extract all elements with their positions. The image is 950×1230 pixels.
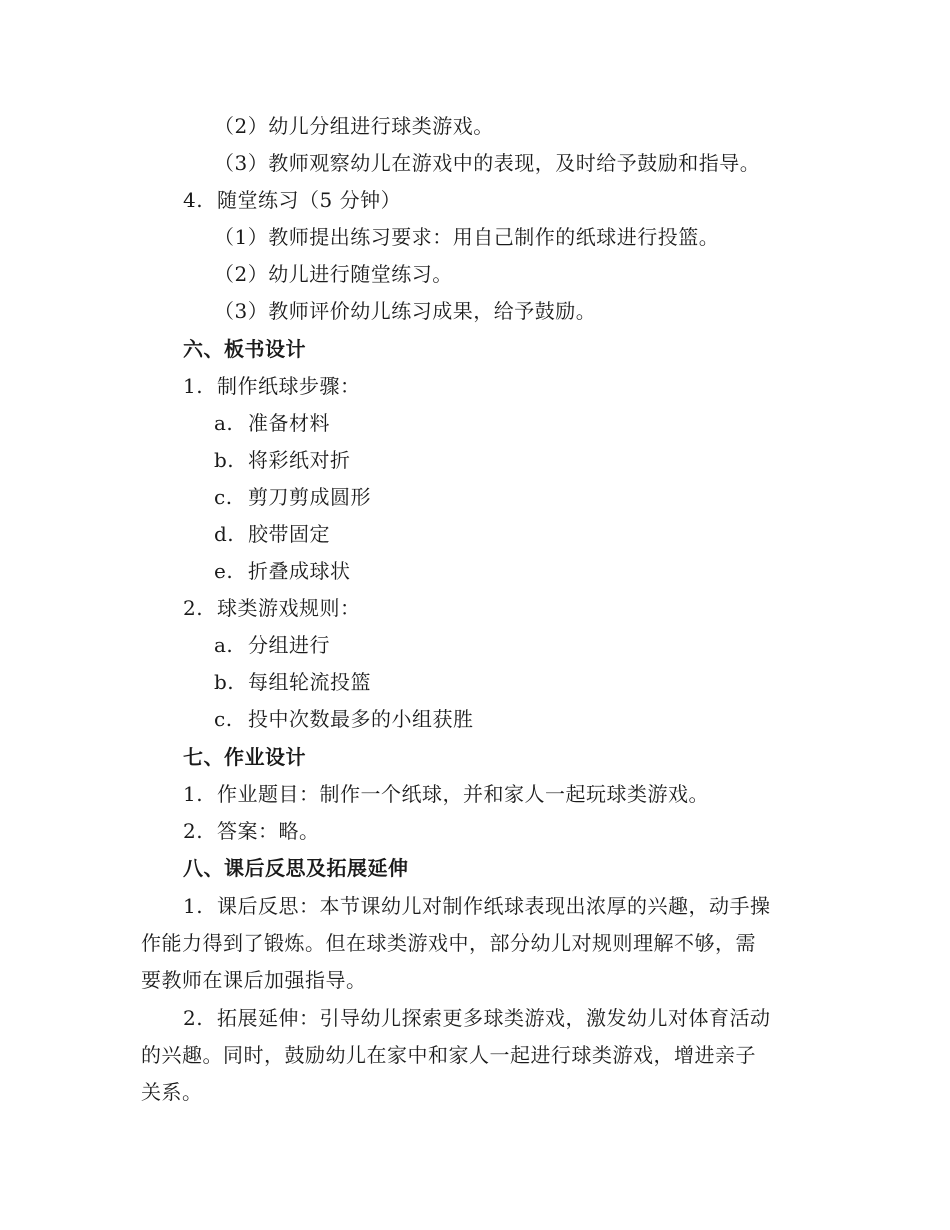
reflection-para-line-3: 要教师在课后加强指导。: [141, 968, 367, 992]
extension-text: 拓展延伸：引导幼儿探索更多球类游戏，激发幼儿对体育活动: [217, 1006, 771, 1030]
list-item-letter: c.: [214, 707, 233, 731]
step4-item-2: （2）幼儿进行随堂练习。: [214, 262, 453, 286]
homework-item-number: 2.: [183, 819, 204, 843]
board-group2-number: 2.: [183, 596, 204, 620]
list-item-letter: e.: [214, 559, 234, 583]
homework-item-number: 1.: [183, 782, 204, 806]
list-item: [214, 705, 474, 733]
step4-item-3: （3）教师评价幼儿练习成果，给予鼓励。: [214, 299, 597, 323]
list-item-letter: a.: [214, 633, 234, 657]
extension-para-line-2: 的兴趣。同时，鼓励幼儿在家中和家人一起进行球类游戏，增进亲子: [141, 1043, 756, 1067]
list-item-text: 分组进行: [248, 633, 330, 657]
board-group1-title-line: [183, 372, 361, 400]
homework-item-2: [183, 817, 320, 845]
list-item-letter: b.: [214, 670, 235, 694]
step4-item-1: （1）教师提出练习要求：用自己制作的纸球进行投篮。: [214, 225, 720, 249]
extension-para-line-3: 关系。: [141, 1080, 203, 1104]
reflection-para-line-1: [183, 892, 771, 920]
section6-heading: 六、板书设计: [183, 337, 306, 361]
step3-item-3: （3）教师观察幼儿在游戏中的表现，及时给予鼓励和指导。: [214, 151, 761, 175]
step3-item-2: （2）幼儿分组进行球类游戏。: [214, 114, 494, 138]
list-item-text: 剪刀剪成圆形: [248, 485, 371, 509]
step4-title: 随堂练习（5 分钟）: [217, 188, 402, 212]
list-item-text: 准备材料: [248, 411, 330, 435]
list-item-letter: c.: [214, 485, 233, 509]
homework-item-text: 答案：略。: [217, 819, 320, 843]
list-item: [214, 520, 330, 548]
extension-number: 2.: [183, 1006, 204, 1030]
list-item: [214, 557, 351, 585]
list-item-text: 胶带固定: [248, 522, 330, 546]
section7-heading: 七、作业设计: [183, 745, 306, 769]
list-item-text: 投中次数最多的小组获胜: [248, 707, 474, 731]
list-item: [214, 631, 330, 659]
reflection-text: 课后反思：本节课幼儿对制作纸球表现出浓厚的兴趣，动手操: [217, 894, 771, 918]
homework-item-1: [183, 780, 709, 808]
section8-heading: 八、课后反思及拓展延伸: [183, 856, 409, 880]
step4-number: 4.: [183, 188, 204, 212]
list-item: [214, 409, 330, 437]
list-item-letter: b.: [214, 448, 235, 472]
list-item-text: 将彩纸对折: [248, 448, 351, 472]
board-group1-title: 制作纸球步骤：: [217, 374, 361, 398]
list-item-letter: d.: [214, 522, 235, 546]
reflection-number: 1.: [183, 894, 204, 918]
list-item: [214, 483, 371, 511]
board-group1-number: 1.: [183, 374, 204, 398]
extension-para-line-1: [183, 1004, 771, 1032]
list-item-letter: a.: [214, 411, 234, 435]
reflection-para-line-2: 作能力得到了锻炼。但在球类游戏中，部分幼儿对规则理解不够，需: [141, 931, 756, 955]
board-group2-title: 球类游戏规则：: [217, 596, 361, 620]
list-item: [214, 446, 351, 474]
list-item-text: 每组轮流投篮: [248, 670, 371, 694]
list-item-text: 折叠成球状: [248, 559, 351, 583]
homework-item-text: 作业题目：制作一个纸球，并和家人一起玩球类游戏。: [217, 782, 709, 806]
list-item: [214, 668, 371, 696]
board-group2-title-line: [183, 594, 361, 622]
step4-title-line: [183, 186, 401, 214]
